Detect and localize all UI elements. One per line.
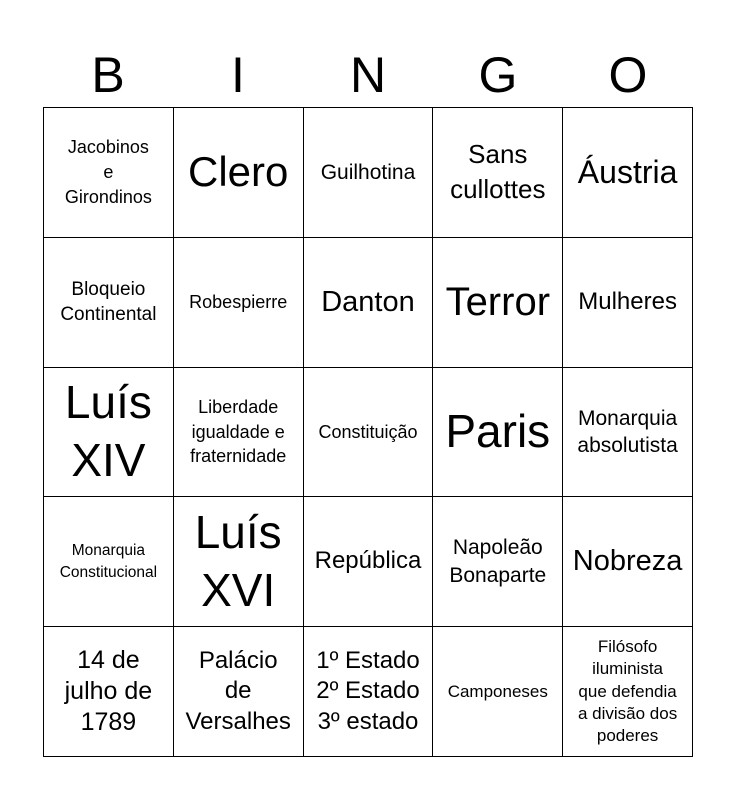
bingo-cell-r3c2[interactable]: Liberdade igualdade e fraternidade bbox=[174, 368, 304, 498]
bingo-cell-r5c1[interactable]: 14 de julho de 1789 bbox=[44, 627, 174, 757]
bingo-cell-r4c2[interactable]: Luís XVI bbox=[174, 497, 304, 627]
bingo-cell-r2c2[interactable]: Robespierre bbox=[174, 238, 304, 368]
bingo-cell-r4c5[interactable]: Nobreza bbox=[563, 497, 693, 627]
bingo-cell-r2c4[interactable]: Terror bbox=[433, 238, 563, 368]
bingo-cell-r3c4[interactable]: Paris bbox=[433, 368, 563, 498]
bingo-cell-r1c5[interactable]: Áustria bbox=[563, 108, 693, 238]
bingo-cell-r4c4[interactable]: Napoleão Bonaparte bbox=[433, 497, 563, 627]
bingo-header bbox=[43, 44, 693, 106]
bingo-cell-r1c4[interactable]: Sans cullottes bbox=[433, 108, 563, 238]
bingo-cell-r2c3[interactable]: Danton bbox=[304, 238, 434, 368]
header-letter-i: I bbox=[231, 47, 245, 103]
bingo-cell-r1c1[interactable]: Jacobinos e Girondinos bbox=[44, 108, 174, 238]
header-letter-b: B bbox=[91, 47, 125, 103]
bingo-cell-r1c3[interactable]: Guilhotina bbox=[304, 108, 434, 238]
bingo-card-grid bbox=[43, 107, 693, 757]
bingo-cell-r1c2[interactable]: Clero bbox=[174, 108, 304, 238]
bingo-cell-r2c1[interactable]: Bloqueio Continental bbox=[44, 238, 174, 368]
bingo-cell-r5c2[interactable]: Palácio de Versalhes bbox=[174, 627, 304, 757]
bingo-cell-r2c5[interactable]: Mulheres bbox=[563, 238, 693, 368]
bingo-cell-r3c5[interactable]: Monarquia absolutista bbox=[563, 368, 693, 498]
bingo-cell-r4c3[interactable]: República bbox=[304, 497, 434, 627]
bingo-cell-r5c4[interactable]: Camponeses bbox=[433, 627, 563, 757]
bingo-cell-r5c5[interactable]: Filósofo iluminista que defendia a divisão dos poderes bbox=[563, 627, 693, 757]
bingo-cell-r5c3[interactable]: 1º Estado 2º Estado 3º estado bbox=[304, 627, 434, 757]
header-letter-n: N bbox=[349, 47, 387, 103]
bingo-cell-r4c1[interactable]: Monarquia Constitucional bbox=[44, 497, 174, 627]
bingo-cell-r3c1[interactable]: Luís XIV bbox=[44, 368, 174, 498]
header-letter-o: O bbox=[608, 47, 648, 103]
header-letter-g: G bbox=[478, 47, 518, 103]
bingo-cell-r3c3[interactable]: Constituição bbox=[304, 368, 434, 498]
